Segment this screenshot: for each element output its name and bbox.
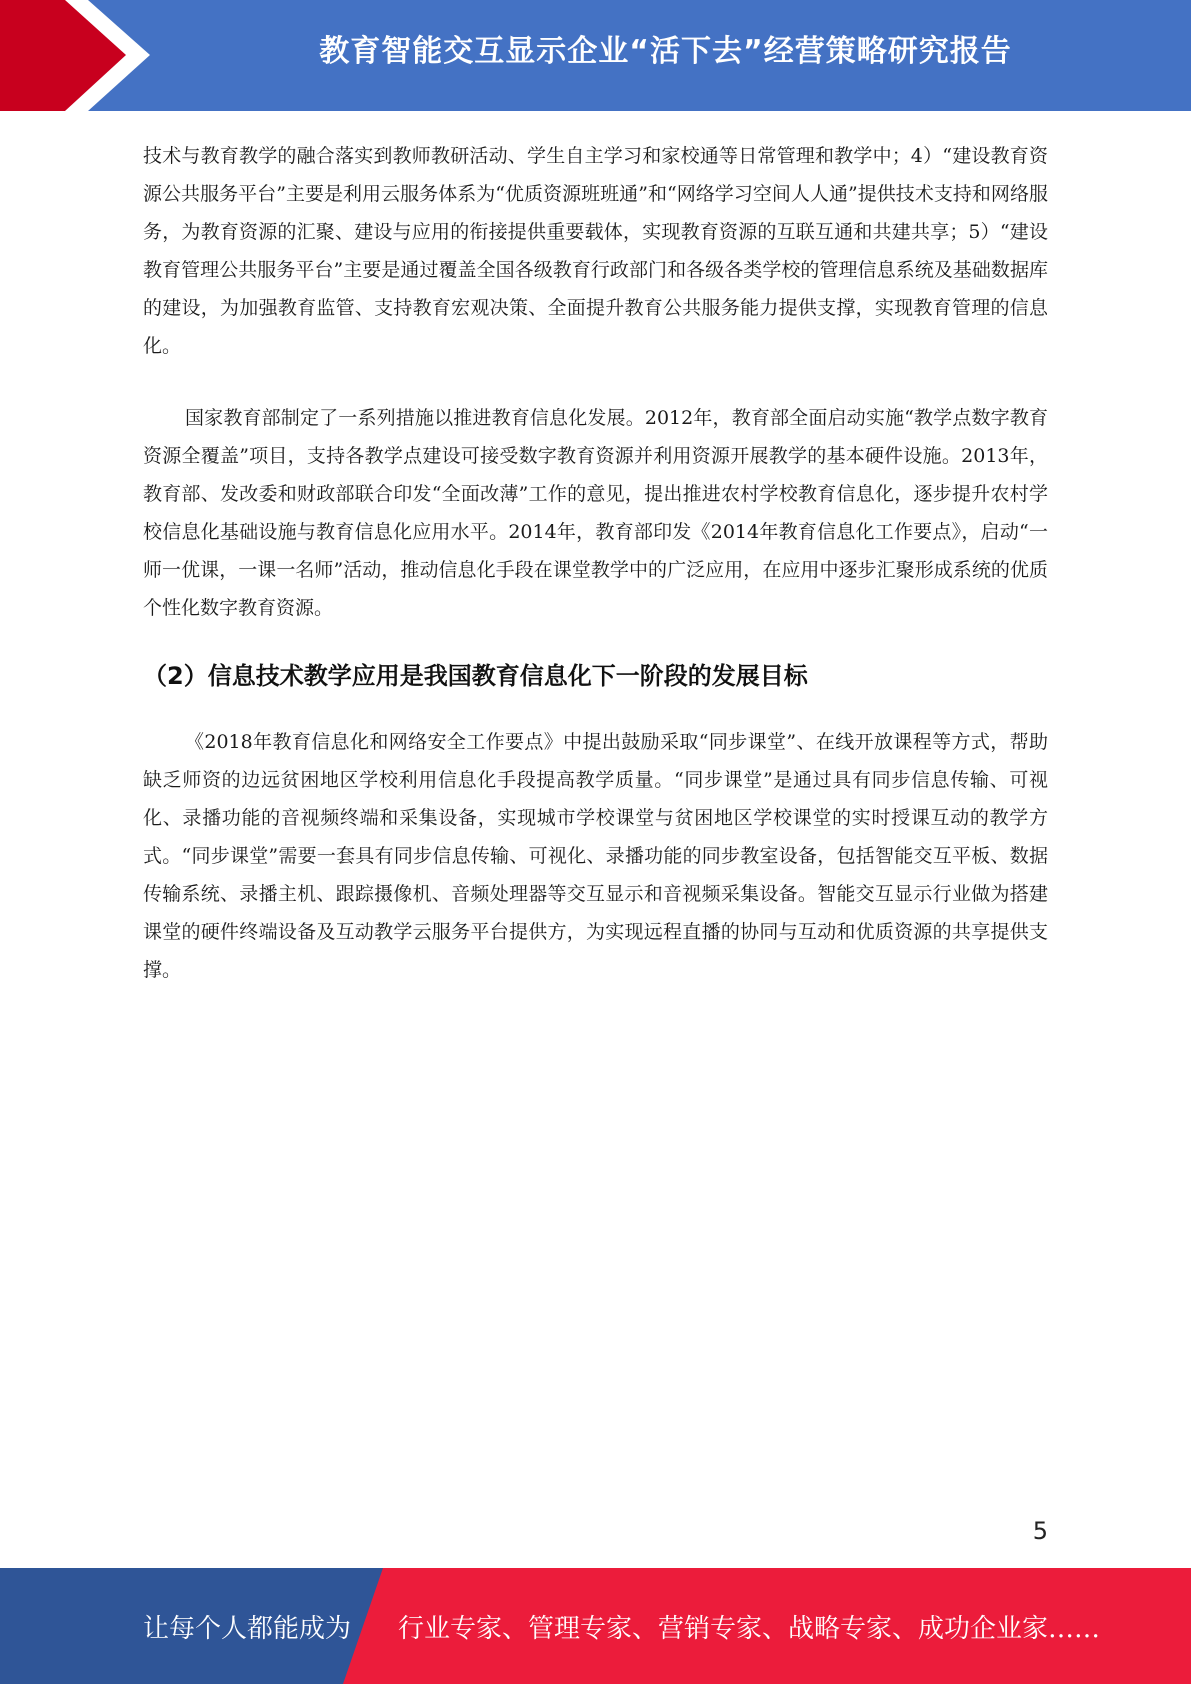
body-paragraph: 技术与教育教学的融合落实到教师教研活动、学生自主学习和家校通等日常管理和教学中；4）“建设教育资源公共服务平台”主要是利用云服务体系为“优质资源班班通”和“网络学习空间人人通”提供技术支持和网络服务，为教育资源的汇聚、建设与应用的衔接提供重要载体，实现教育资源的互联互通和共建共享；5）“建设教育管理公共服务平台”主要是通过覆盖全国各级教育行政部门和各级各类学校的管理信息系统及基础数据库的建设，为加强教育监管、支持教育宏观决策、全面提升教育公共服务能力提供支撑，实现教育管理的信息化。 <box>143 145 1048 357</box>
header-banner <box>0 0 1191 111</box>
footer-slogan-right: 行业专家、管理专家、营销专家、战略专家、成功企业家…… <box>398 1614 1101 1644</box>
header-arrow-decoration <box>0 0 152 111</box>
report-body <box>143 137 1048 989</box>
paragraph-spacer <box>143 365 1048 399</box>
section-heading: （2）信息技术教学应用是我国教育信息化下一阶段的发展目标 <box>143 662 808 690</box>
footer-banner <box>0 1568 1191 1684</box>
body-paragraph: 国家教育部制定了一系列措施以推进教育信息化发展。2012年，教育部全面启动实施“教学点数字教育资源全覆盖”项目，支持各教学点建设可接受数字教育资源并利用资源开展教学的基本硬件设施。2013年，教育部、发改委和财政部联合印发“全面改薄”工作的意见，提出推进农村学校教育信息化，逐步提升农村学校信息化基础设施与教育信息化应用水平。2014年，教育部印发《2014年教育信息化工作要点》，启动“一师一优课，一课一名师”活动，推动信息化手段在课堂教学中的广泛应用，在应用中逐步汇聚形成系统的优质个性化数字教育资源。 <box>143 407 1048 619</box>
footer-slogan-left: 让每个人都能成为 <box>143 1614 352 1644</box>
page-number: 5 <box>1032 1517 1048 1545</box>
report-title: 教育智能交互显示企业“活下去”经营策略研究报告 <box>319 34 1012 69</box>
body-paragraph: 《2018年教育信息化和网络安全工作要点》中提出鼓励采取“同步课堂”、在线开放课程等方式，帮助缺乏师资的边远贫困地区学校利用信息化手段提高教学质量。“同步课堂”是通过具有同步信息传输、可视化、录播功能的音视频终端和采集设备，实现城市学校课堂与贫困地区学校课堂的实时授课互动的教学方式。“同步课堂”需要一套具有同步信息传输、可视化、录播功能的同步教室设备，包括智能交互平板、数据传输系统、录播主机、跟踪摄像机、音频处理器等交互显示和音视频采集设备。智能交互显示行业做为搭建课堂的硬件终端设备及互动教学云服务平台提供方，为实现远程直播的协同与互动和优质资源的共享提供支撑。 <box>143 731 1048 981</box>
